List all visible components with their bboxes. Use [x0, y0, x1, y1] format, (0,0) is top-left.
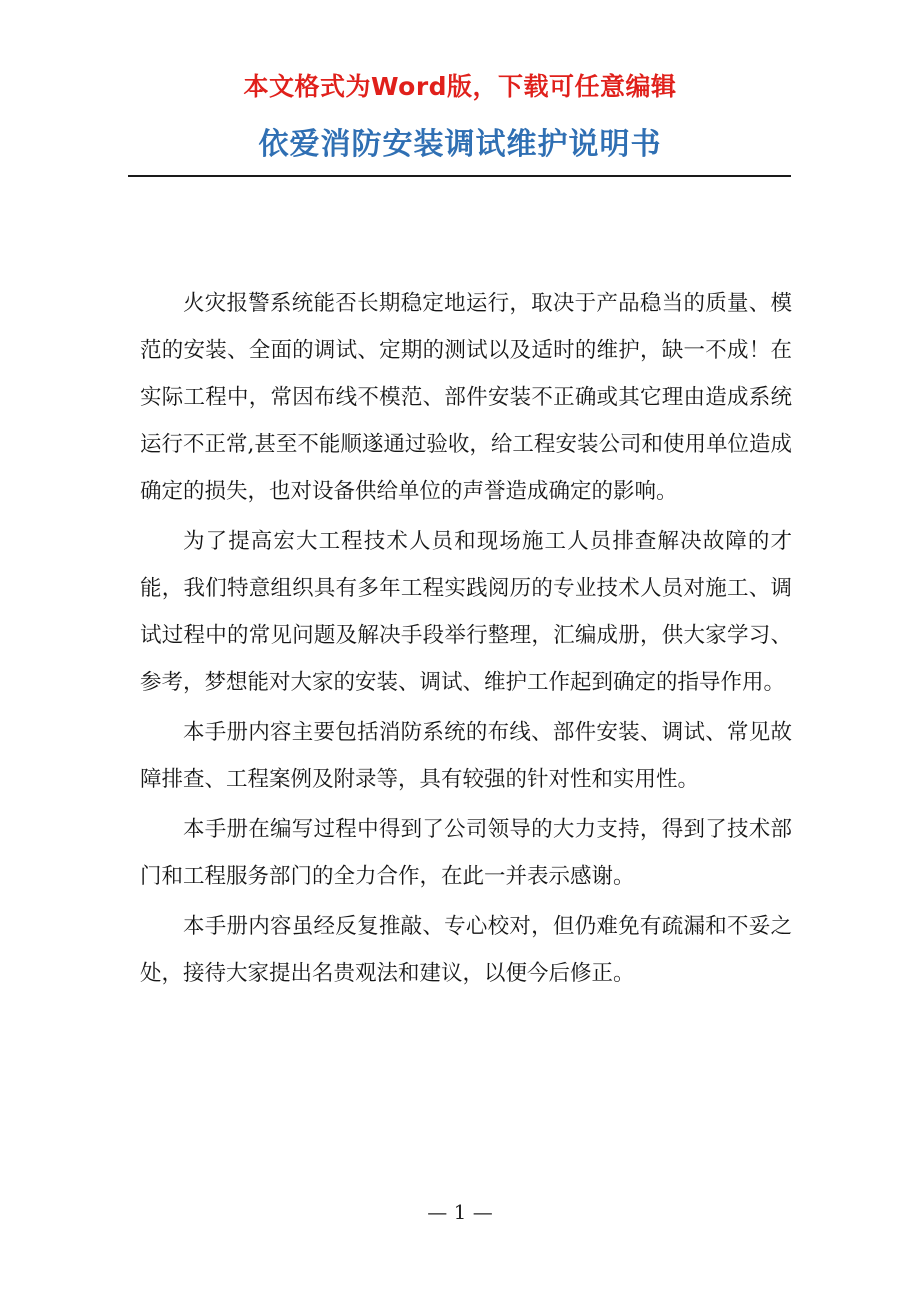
paragraph-4: 本手册在编写过程中得到了公司领导的大力支持，得到了技术部门和工程服务部门的全力合作，在此一并表示感谢。	[140, 817, 792, 889]
paragraph-2: 为了提高宏大工程技术人员和现场施工人员排查解决故障的才能，我们特意组织具有多年工程实践阅历的专业技术人员对施工、调试过程中的常见问题及解决手段举行整理，汇编成册，供大家学习、参考，梦想能对大家的安装、调试、维护工作起到确定的指导作用。	[140, 529, 792, 695]
paragraph-5: 本手册内容虽经反复推敲、专心校对，但仍难免有疏漏和不妥之处，接待大家提出名贵观法和建议，以便今后修正。	[140, 914, 792, 986]
document-title: 依爱消防安装调试维护说明书	[258, 127, 662, 162]
title-divider	[128, 175, 791, 177]
format-notice: 本文格式为Word版，下载可任意编辑	[243, 72, 677, 101]
page-number: — 1 —	[427, 1200, 493, 1224]
document-body	[140, 280, 792, 997]
paragraph-1: 火灾报警系统能否长期稳定地运行，取决于产品稳当的质量、模范的安装、全面的调试、定期的测试以及适时的维护，缺一不成！在实际工程中，常因布线不模范、部件安装不正确或其它理由造成系统运行不正常,甚至不能顺遂通过验收，给工程安装公司和使用单位造成确定的损失，也对设备供给单位的声誉造成确定的影响。	[140, 291, 792, 504]
paragraph-3: 本手册内容主要包括消防系统的布线、部件安装、调试、常见故障排查、工程案例及附录等，具有较强的针对性和实用性。	[140, 720, 792, 792]
